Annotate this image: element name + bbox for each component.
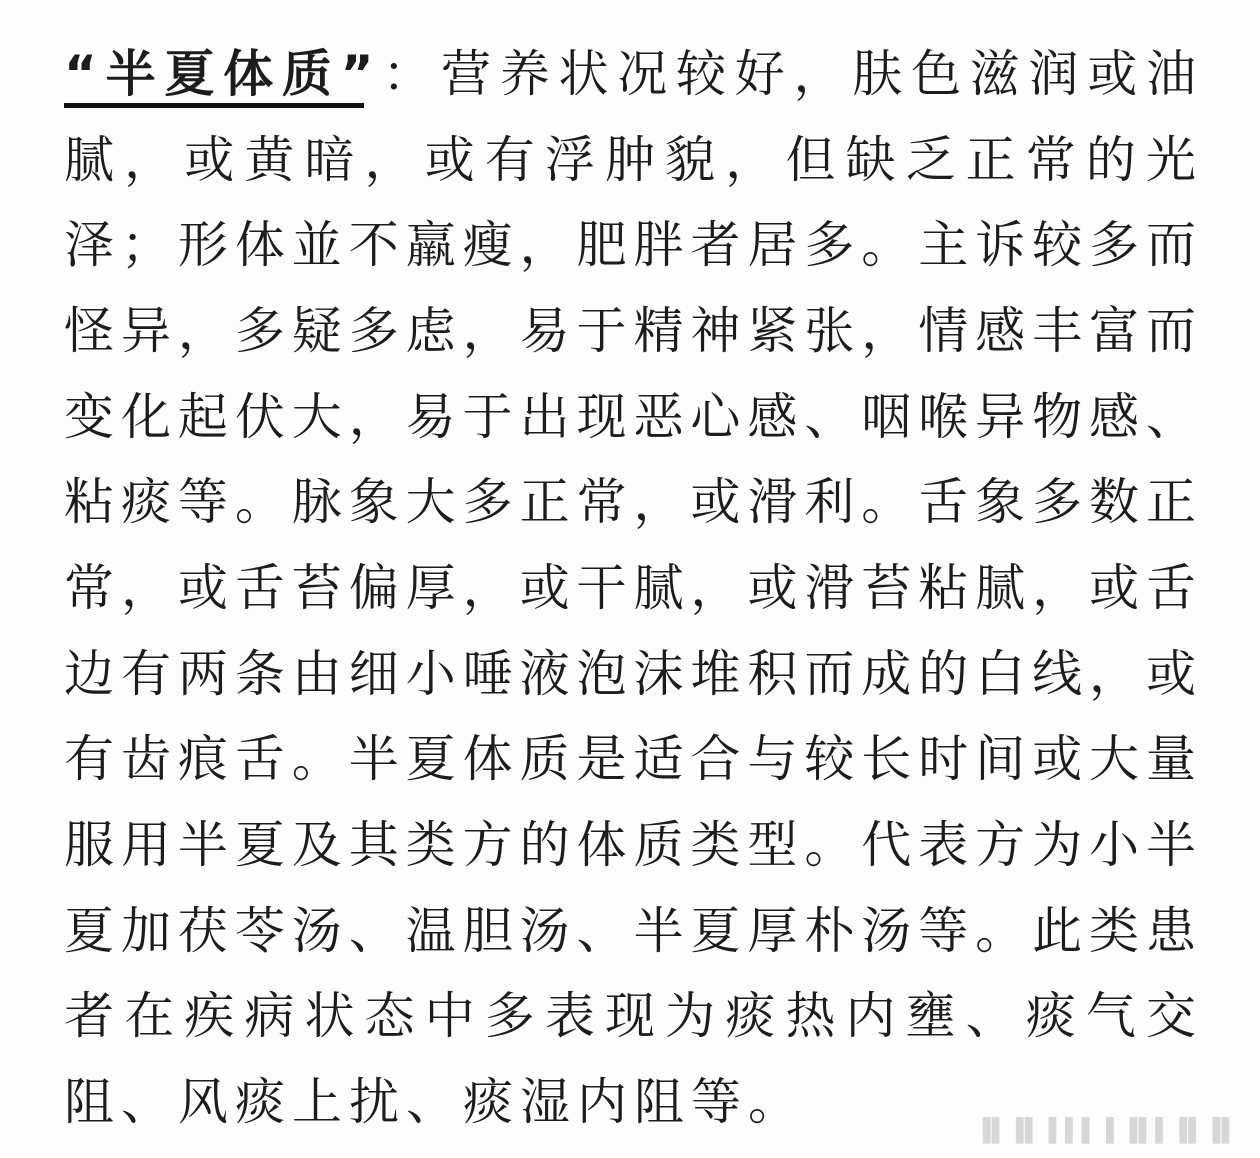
heading-term: “半夏体质” xyxy=(64,45,374,103)
text-line-11: 夏加茯苓汤、温胆汤、半夏厚朴汤等。此类患 xyxy=(64,902,1196,960)
text-line-13: 阻、风痰上扰、痰湿内阻等。 xyxy=(64,1073,805,1131)
heading-underline xyxy=(64,103,364,108)
text-line-7: 常，或舌苔偏厚，或干腻，或滑苔粘腻，或舌 xyxy=(64,559,1196,617)
text-line-2: 腻，或黄暗，或有浮肿貌，但缺乏正常的光 xyxy=(64,131,1196,189)
text-line-9: 有齿痕舌。半夏体质是适合与较长时间或大量 xyxy=(64,730,1196,788)
text-line-1-rest: ：营养状况较好，肤色滋润或油 xyxy=(373,45,1196,103)
text-line-4: 怪异，多疑多虑，易于精神紧张，情感丰富而 xyxy=(64,302,1196,360)
text-line-3: 泽；形体並不羸瘦，肥胖者居多。主诉较多而 xyxy=(64,216,1196,274)
text-line-12: 者在疾病状态中多表现为痰热内壅、痰气交 xyxy=(64,987,1196,1045)
text-line-8: 边有两条由细小唾液泡沫堆积而成的白线，或 xyxy=(64,645,1196,703)
text-line-10: 服用半夏及其类方的体质类型。代表方为小半 xyxy=(64,816,1196,874)
text-line-5: 变化起伏大，易于出现恶心感、咽喉异物感、 xyxy=(64,388,1196,446)
watermark: ▐▌▐▌ ▌▌▌▐ ▐▌▌▐▌▐▌ xyxy=(975,1117,1239,1142)
text-line-6: 粘痰等。脉象大多正常，或滑利。舌象多数正 xyxy=(64,473,1196,531)
